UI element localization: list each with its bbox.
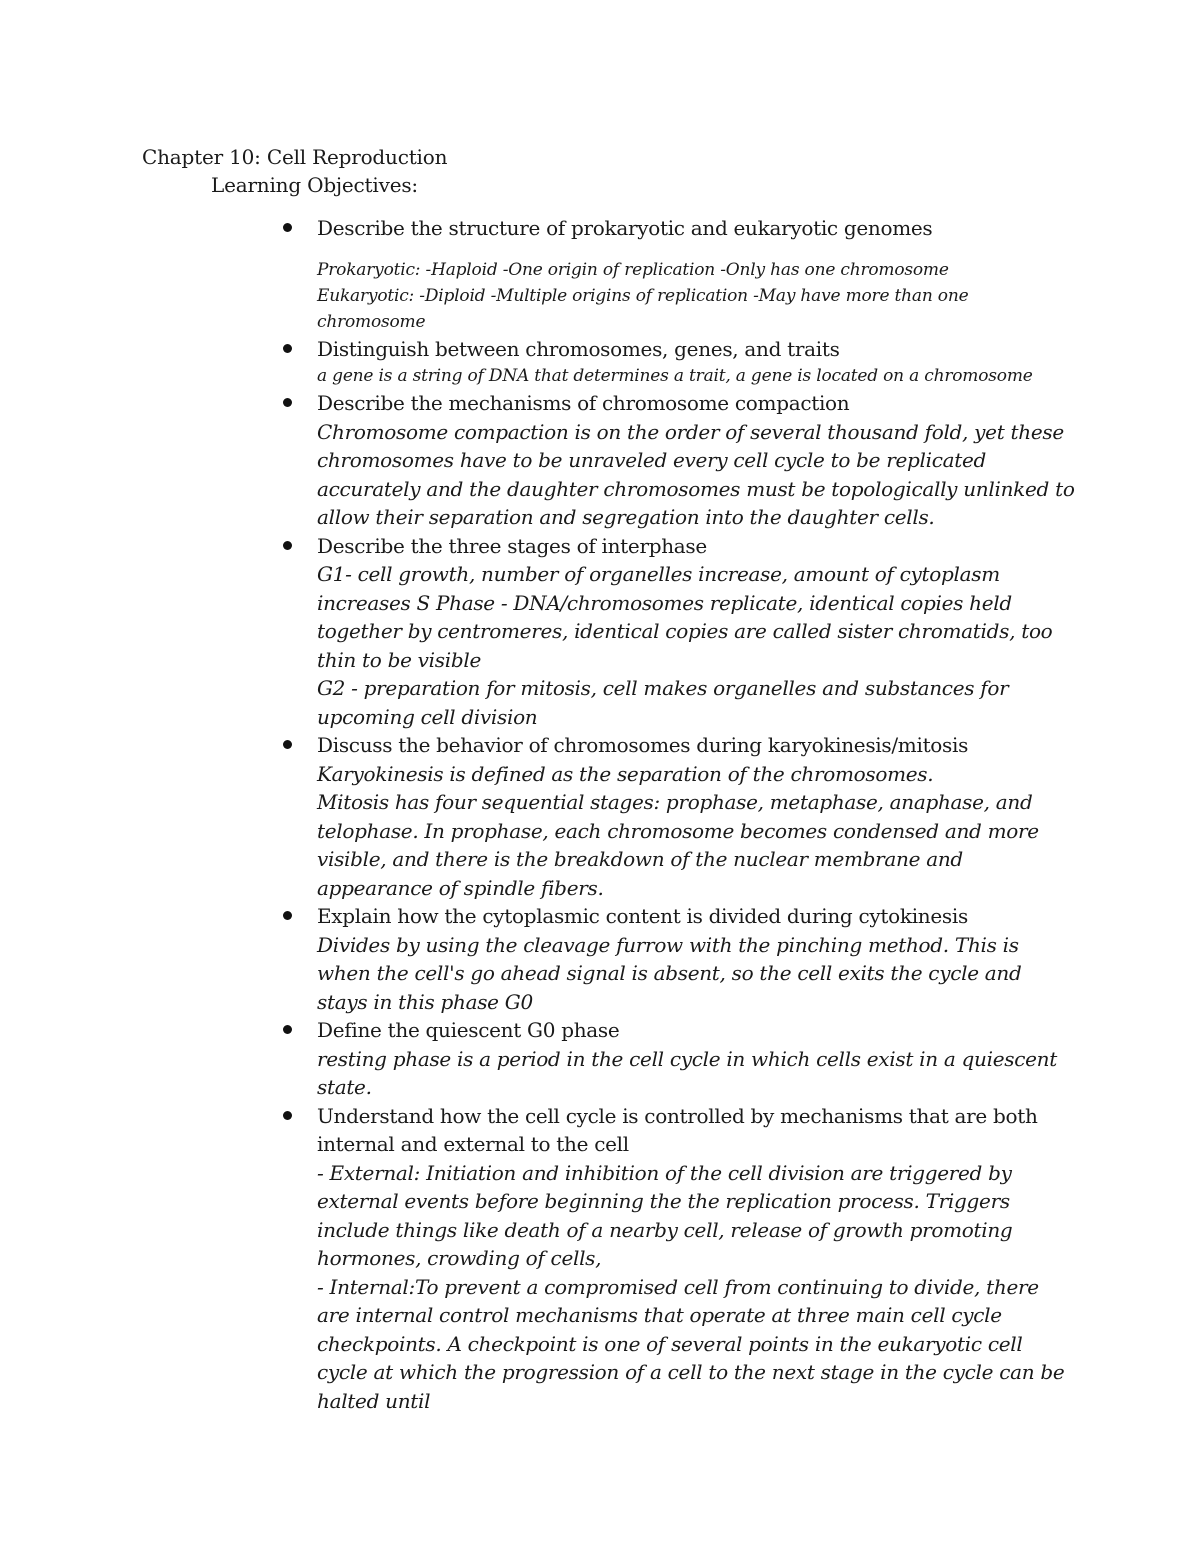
bullet-icon: [283, 740, 292, 749]
objective-title: Discuss the behavior of chromosomes during karyokinesis/mitosis: [317, 733, 969, 757]
objective-answer: G1- cell growth, number of organelles increase, amount of cytoplasm increases S Phase - DNA/chromosomes replicate, identical copies held together by centromeres, identical copies are called sister chromatids, too thin to be visible: [317, 562, 1053, 672]
objective-item: [317, 902, 1077, 1016]
objective-answer: Prokaryotic: -Haploid -One origin of replication -Only has one chromosome: [317, 259, 949, 280]
objective-answer: Eukaryotic: -Diploid -Multiple origins of replication -May have more than one chromosome: [317, 285, 969, 332]
objective-item: [317, 731, 1077, 902]
objective-item: [317, 389, 1077, 532]
objective-answer: Karyokinesis is defined as the separation of the chromosomes.: [317, 761, 934, 786]
objective-answer: resting phase is a period in the cell cycle in which cells exist in a quiescent state.: [317, 1046, 1057, 1099]
objective-title: Explain how the cytoplasmic content is divided during cytokinesis: [317, 904, 968, 928]
section-heading: Learning Objectives:: [211, 173, 418, 197]
objective-title: Describe the mechanisms of chromosome compaction: [317, 391, 850, 415]
objective-answer: - External: Initiation and inhibition of the cell division are triggered by external events before beginning the the replication process. Triggers include things like death of a nearby cell, release of growth promoting hormones, crowding of cells,: [317, 1160, 1013, 1270]
chapter-title: Chapter 10: Cell Reproduction: [142, 145, 448, 169]
bullet-icon: [283, 1111, 292, 1120]
objective-title: Describe the structure of prokaryotic and eukaryotic genomes: [317, 216, 933, 240]
bullet-icon: [283, 541, 292, 550]
bullet-icon: [283, 344, 292, 353]
objective-title: Distinguish between chromosomes, genes, and traits: [317, 336, 840, 361]
objective-title: Describe the three stages of interphase: [317, 533, 707, 558]
objectives-list: [317, 214, 1077, 1415]
objective-answer: G2 - preparation for mitosis, cell makes organelles and substances for upcoming cell division: [317, 676, 1009, 729]
objective-answer: - Internal:To prevent a compromised cell from continuing to divide, there are internal control mechanisms that operate at three main cell cycle checkpoints. A checkpoint is one of several points in the eukaryotic cell cycle at which the progression of a cell to the next stage in the cycle can be halted until: [317, 1274, 1065, 1413]
bullet-icon: [283, 911, 292, 920]
objective-title: Define the quiescent G0 phase: [317, 1018, 620, 1042]
objective-item: [317, 532, 1077, 732]
bullet-icon: [283, 223, 292, 232]
spacer: [317, 243, 1077, 257]
bullet-icon: [283, 398, 292, 407]
objective-item: [317, 1102, 1077, 1416]
objective-item: [317, 1016, 1077, 1102]
objective-answer: Mitosis has four sequential stages: prophase, metaphase, anaphase, and telophase. In prophase, each chromosome becomes condensed and more visible, and there is the breakdown of the nuclear membrane and appearance of spindle fibers.: [317, 790, 1039, 900]
objective-item: [317, 335, 1077, 390]
objective-answer: Divides by using the cleavage furrow with the pinching method. This is when the cell's go ahead signal is absent, so the cell exits the cycle and stays in this phase G0: [317, 932, 1022, 1014]
bullet-icon: [283, 1025, 292, 1034]
objective-answer: Chromosome compaction is on the order of several thousand fold, yet these chromosomes have to be unraveled every cell cycle to be replicated accurately and the daughter chromosomes must be topologically unlinked to allow their separation and segregation into the daughter cells.: [317, 419, 1075, 529]
objective-answer: a gene is a string of DNA that determines a trait, a gene is located on a chromosome: [317, 366, 1033, 386]
objective-item: [317, 214, 1077, 335]
objective-title: Understand how the cell cycle is controlled by mechanisms that are both internal and external to the cell: [317, 1103, 1038, 1156]
